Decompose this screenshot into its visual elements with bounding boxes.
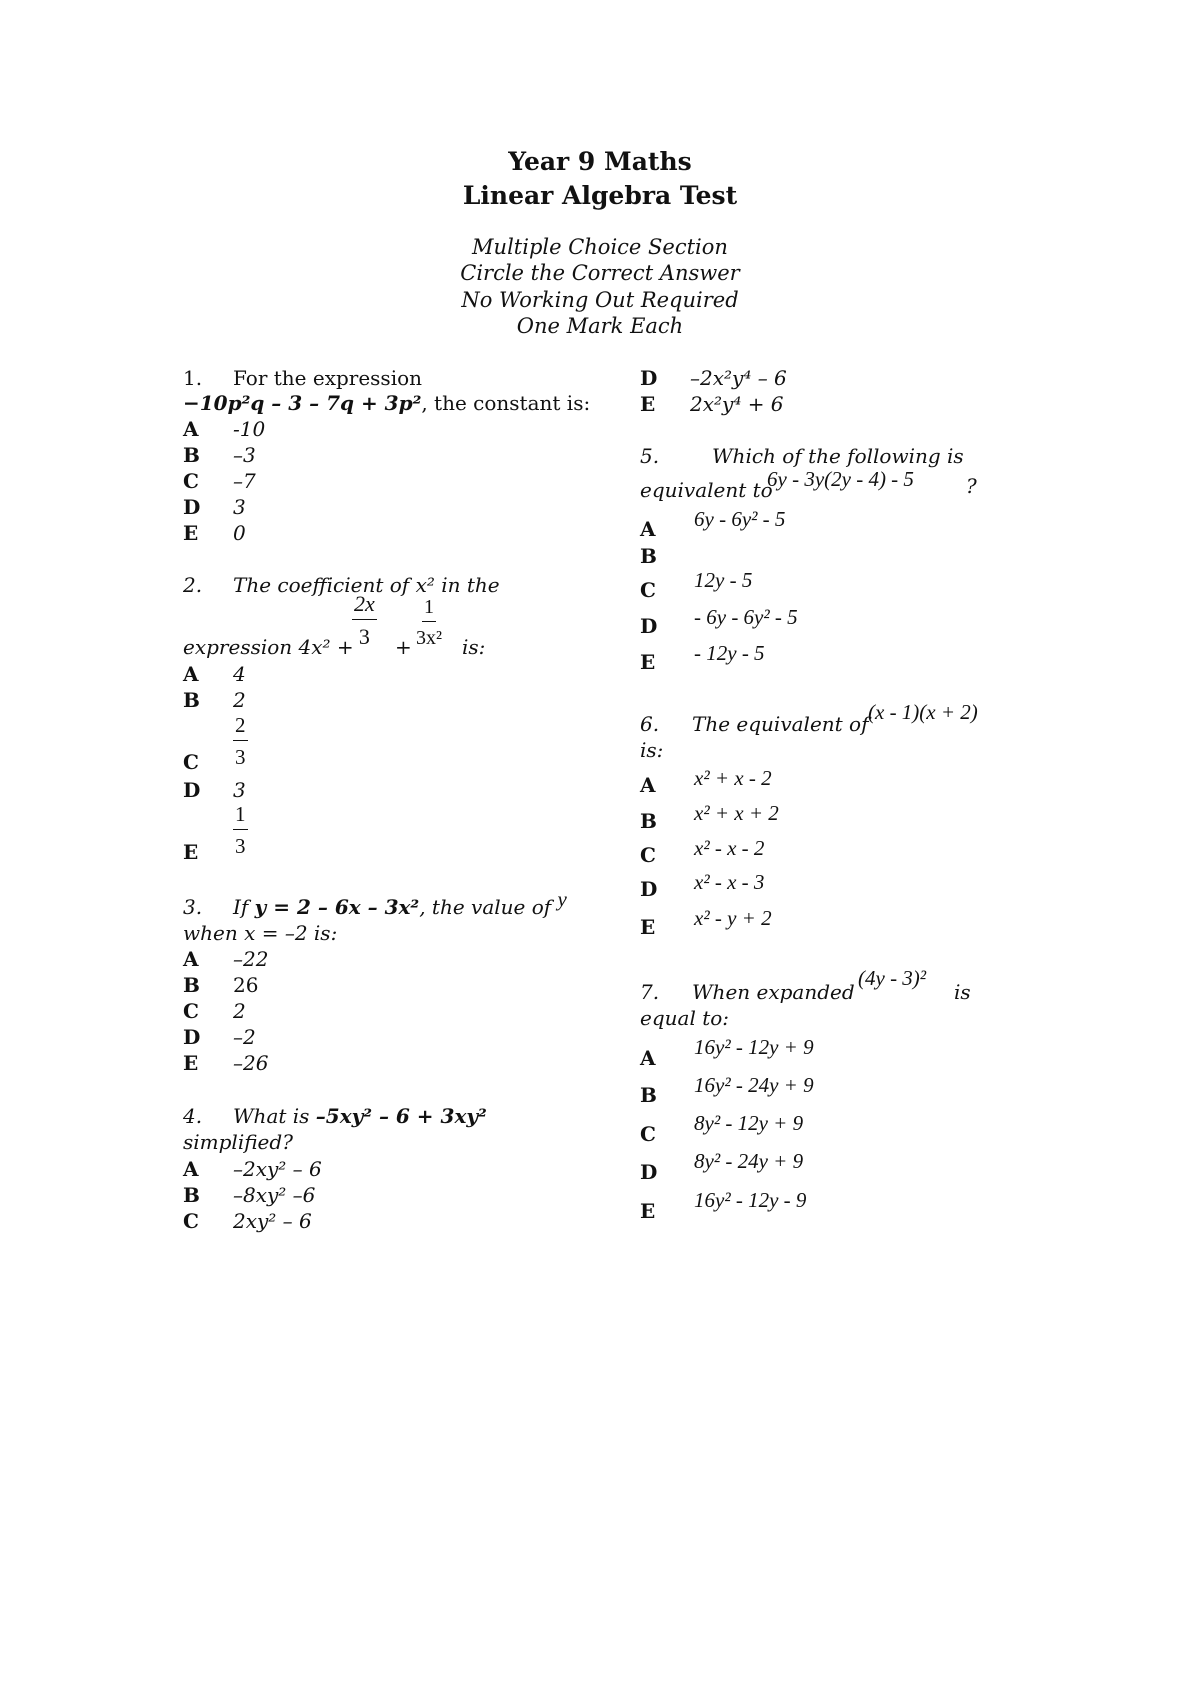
option-letter[interactable]: A <box>183 1157 199 1181</box>
question-prompt-line <box>233 1104 487 1128</box>
instruction-line: Circle the Correct Answer <box>460 261 740 285</box>
option-text[interactable]: –8xy² –6 <box>233 1183 316 1207</box>
option-text[interactable]: 12y - 5 <box>694 568 753 592</box>
option-text[interactable]: –26 <box>233 1051 269 1075</box>
fraction-denominator: 3 <box>235 834 246 858</box>
option-text[interactable]: –2xy² – 6 <box>233 1157 322 1181</box>
option-text[interactable]: –2x²y⁴ – 6 <box>690 366 787 390</box>
option-text[interactable]: 8y² - 24y + 9 <box>694 1149 804 1173</box>
question-prompt: , the value of <box>419 895 558 919</box>
fraction-numerator: 1 <box>422 597 436 622</box>
option-text[interactable]: –2 <box>233 1025 256 1049</box>
option-letter[interactable]: E <box>183 840 199 864</box>
option-letter[interactable]: C <box>183 750 199 774</box>
option-text[interactable]: 16y² - 12y - 9 <box>694 1188 807 1212</box>
fraction-numerator: 1 <box>233 804 248 830</box>
option-letter[interactable]: D <box>183 495 201 519</box>
option-letter[interactable]: E <box>183 1051 199 1075</box>
option-text[interactable]: 0 <box>233 521 246 545</box>
option-letter[interactable]: D <box>640 1160 658 1184</box>
option-fraction[interactable] <box>233 715 248 768</box>
question-line2: equal to: <box>640 1006 730 1030</box>
option-text[interactable]: –3 <box>233 443 256 467</box>
question-prompt: If <box>233 895 255 919</box>
option-letter[interactable]: D <box>640 366 658 390</box>
question-tail: is <box>954 980 971 1004</box>
option-text[interactable]: 2 <box>233 999 246 1023</box>
question-expression: –5xy² – 6 + 3xy² <box>315 1104 487 1128</box>
question-number: 3. <box>183 895 203 919</box>
instruction-line: Multiple Choice Section <box>472 235 728 259</box>
instruction-line: No Working Out Required <box>461 288 739 312</box>
option-letter[interactable]: A <box>640 517 656 541</box>
option-letter[interactable]: B <box>640 1083 657 1107</box>
question-number: 1. <box>183 366 203 390</box>
option-letter[interactable]: A <box>640 773 656 797</box>
fraction-denominator: 3x² <box>416 627 442 649</box>
question-mark: ? <box>966 474 977 498</box>
test-subtitle: Linear Algebra Test <box>462 181 738 210</box>
question-expression: (4y - 3)² <box>858 966 927 990</box>
option-letter[interactable]: E <box>640 915 656 939</box>
option-text[interactable]: 16y² - 24y + 9 <box>694 1073 814 1097</box>
fraction <box>352 593 377 648</box>
option-text[interactable]: x² - y + 2 <box>694 906 772 930</box>
question-variable: y <box>557 887 567 911</box>
option-letter[interactable]: A <box>183 417 199 441</box>
option-text[interactable]: 3 <box>233 495 246 519</box>
question-prompt: The coefficient of x² in the <box>233 573 500 597</box>
question-number: 6. <box>640 712 660 736</box>
question-prompt: Which of the following is <box>712 444 964 468</box>
option-text[interactable]: 16y² - 12y + 9 <box>694 1035 814 1059</box>
option-text[interactable]: x² + x + 2 <box>694 801 779 825</box>
question-number: 2. <box>183 573 203 597</box>
option-text[interactable]: - 6y - 6y² - 5 <box>694 605 798 629</box>
option-text[interactable]: 2xy² – 6 <box>233 1209 312 1233</box>
option-text[interactable]: -10 <box>233 417 266 441</box>
option-letter[interactable]: E <box>183 521 199 545</box>
question-expression: 6y - 3y(2y - 4) - 5 <box>767 467 914 491</box>
option-letter[interactable]: A <box>183 662 199 686</box>
option-letter[interactable]: D <box>640 877 658 901</box>
option-letter[interactable]: E <box>640 392 656 416</box>
option-letter[interactable]: A <box>183 947 199 971</box>
option-letter[interactable]: C <box>640 843 656 867</box>
option-letter[interactable]: E <box>640 650 656 674</box>
question-expression: y = 2 – 6x – 3x² <box>254 895 420 919</box>
option-letter[interactable]: C <box>640 578 656 602</box>
question-expression: (x - 1)(x + 2) <box>868 700 978 724</box>
fraction-numerator: 2x <box>352 593 377 620</box>
fraction-numerator: 2 <box>233 715 248 741</box>
question-tail: , the constant is: <box>421 391 591 415</box>
question-line2: equivalent to <box>640 478 773 502</box>
question-prompt: For the expression <box>233 366 423 390</box>
option-letter[interactable]: D <box>183 778 201 802</box>
instruction-line: One Mark Each <box>516 314 684 338</box>
question-line2: when x = –2 is: <box>183 921 338 945</box>
question-line2: simplified? <box>183 1130 293 1154</box>
option-letter[interactable]: C <box>183 999 199 1023</box>
option-letter[interactable]: C <box>640 1122 656 1146</box>
option-fraction[interactable] <box>233 804 248 857</box>
option-letter[interactable]: B <box>640 809 657 833</box>
question-expression-line <box>183 391 590 415</box>
option-letter[interactable]: B <box>183 973 200 997</box>
option-text[interactable]: x² - x - 3 <box>694 870 765 894</box>
fraction-denominator: 3 <box>235 745 246 769</box>
fraction-denominator: 3 <box>358 624 370 649</box>
option-letter[interactable]: B <box>183 443 200 467</box>
question-expression: expression 4x² + <box>183 635 354 659</box>
option-text[interactable]: x² - x - 2 <box>694 836 765 860</box>
question-expression: −10p²q – 3 – 7q + 3p² <box>183 391 422 415</box>
option-text[interactable]: - 12y - 5 <box>694 641 765 665</box>
question-prompt: When expanded <box>692 980 855 1004</box>
option-letter[interactable]: C <box>183 469 199 493</box>
question-prompt: The equivalent of <box>692 712 869 736</box>
option-text[interactable]: 2 <box>233 688 246 712</box>
option-text[interactable]: 4 <box>233 662 246 686</box>
question-prompt-line <box>233 887 567 920</box>
question-number: 4. <box>183 1104 203 1128</box>
option-letter[interactable]: B <box>640 544 657 568</box>
option-text[interactable]: –22 <box>233 947 269 971</box>
test-title: Year 9 Maths <box>508 147 692 176</box>
question-number: 7. <box>640 980 660 1004</box>
question-line2: is: <box>640 738 664 762</box>
fraction <box>414 597 444 648</box>
option-text[interactable]: 26 <box>233 973 259 997</box>
option-text[interactable]: 8y² - 12y + 9 <box>694 1111 804 1135</box>
option-letter[interactable]: B <box>183 688 200 712</box>
option-text[interactable]: 6y - 6y² - 5 <box>694 507 786 531</box>
option-letter[interactable]: E <box>640 1199 656 1223</box>
question-number: 5. <box>640 444 660 468</box>
question-prompt: What is <box>233 1104 316 1128</box>
option-text[interactable]: 3 <box>233 778 246 802</box>
option-letter[interactable]: D <box>183 1025 201 1049</box>
option-text[interactable]: x² + x - 2 <box>694 766 772 790</box>
option-letter[interactable]: A <box>640 1046 656 1070</box>
option-letter[interactable]: B <box>183 1183 200 1207</box>
option-letter[interactable]: C <box>183 1209 199 1233</box>
option-text[interactable]: –7 <box>233 469 256 493</box>
option-letter[interactable]: D <box>640 614 658 638</box>
plus-sign: + <box>395 635 412 659</box>
option-text[interactable]: 2x²y⁴ + 6 <box>690 392 784 416</box>
question-tail: is: <box>462 635 486 659</box>
